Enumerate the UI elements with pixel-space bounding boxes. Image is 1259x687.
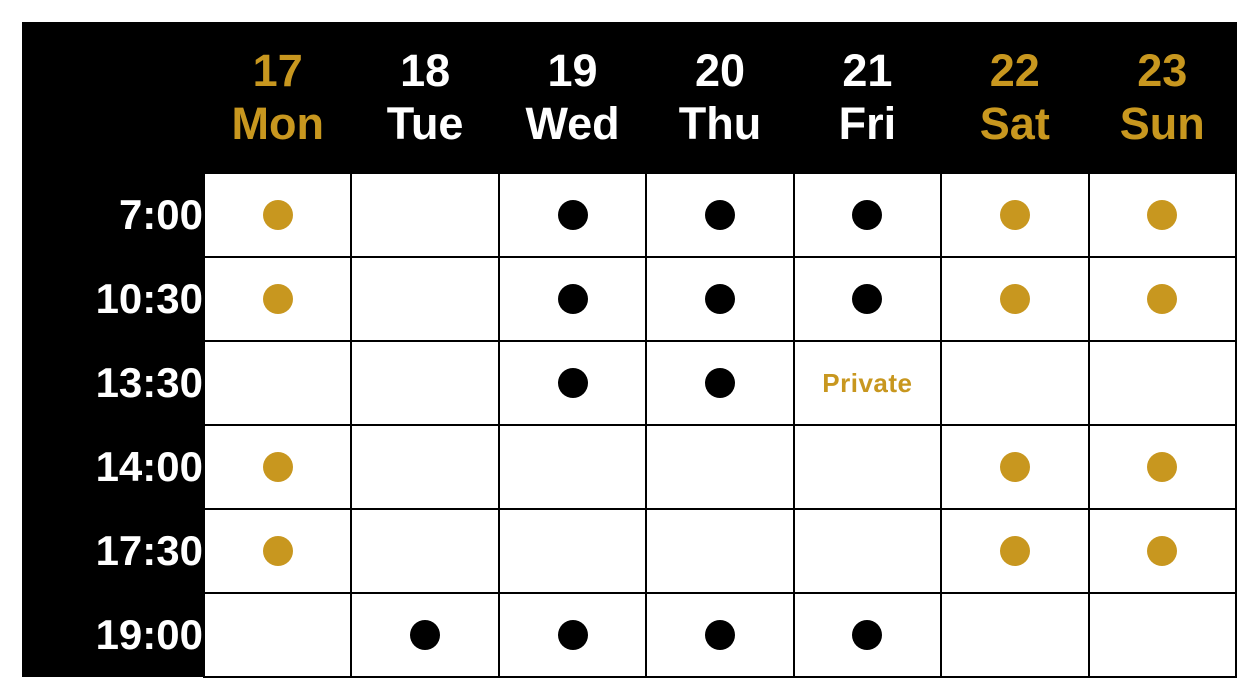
day-number: 22 (989, 44, 1040, 96)
slot-wed-1030[interactable] (499, 257, 646, 341)
day-number: 17 (252, 44, 303, 96)
slot-sun-1400[interactable] (1089, 425, 1236, 509)
slot-fri-1030[interactable] (794, 257, 941, 341)
slot-wed-1400[interactable] (499, 425, 646, 509)
class-dot (263, 200, 293, 230)
slot-tue-0700[interactable] (351, 173, 498, 257)
schedule-row (22, 257, 1236, 341)
time-label: 17:30 (22, 509, 204, 593)
slot-fri-1330[interactable] (794, 341, 941, 425)
class-dot (558, 368, 588, 398)
slot-mon-1730[interactable] (204, 509, 351, 593)
slot-sat-1730[interactable] (941, 509, 1088, 593)
slot-sun-1330[interactable] (1089, 341, 1236, 425)
class-dot (558, 284, 588, 314)
slot-fri-0700[interactable] (794, 173, 941, 257)
day-header-thu (646, 22, 793, 173)
day-header-wed (499, 22, 646, 173)
class-dot (1147, 452, 1177, 482)
day-header-fri (794, 22, 941, 173)
class-dot (410, 620, 440, 650)
slot-label-private: Private (822, 367, 913, 398)
slot-wed-1730[interactable] (499, 509, 646, 593)
class-dot (1000, 452, 1030, 482)
day-header-sat (941, 22, 1088, 173)
schedule-row (22, 425, 1236, 509)
class-dot (705, 284, 735, 314)
time-label: 10:30 (22, 257, 204, 341)
slot-sun-0700[interactable] (1089, 173, 1236, 257)
slot-mon-1900[interactable] (204, 593, 351, 677)
slot-thu-1030[interactable] (646, 257, 793, 341)
day-name: Thu (678, 98, 762, 149)
day-name: Fri (838, 98, 897, 149)
slot-mon-1400[interactable] (204, 425, 351, 509)
class-dot (1147, 536, 1177, 566)
class-dot (1000, 536, 1030, 566)
slot-sun-1900[interactable] (1089, 593, 1236, 677)
slot-sat-1330[interactable] (941, 341, 1088, 425)
schedule-row (22, 509, 1236, 593)
class-dot (852, 620, 882, 650)
day-name: Tue (386, 98, 464, 149)
weekly-schedule (22, 22, 1237, 667)
slot-sat-1900[interactable] (941, 593, 1088, 677)
slot-tue-1900[interactable] (351, 593, 498, 677)
slot-tue-1030[interactable] (351, 257, 498, 341)
class-dot (1000, 200, 1030, 230)
class-dot (852, 284, 882, 314)
class-dot (558, 620, 588, 650)
slot-wed-0700[interactable] (499, 173, 646, 257)
header-corner (22, 22, 204, 173)
schedule-header (22, 22, 1236, 173)
class-dot (1147, 200, 1177, 230)
slot-tue-1400[interactable] (351, 425, 498, 509)
day-number: 20 (694, 44, 745, 96)
class-dot (705, 200, 735, 230)
class-dot (705, 620, 735, 650)
day-header-sun (1089, 22, 1236, 173)
class-dot (558, 200, 588, 230)
slot-thu-0700[interactable] (646, 173, 793, 257)
class-dot (1147, 284, 1177, 314)
slot-wed-1900[interactable] (499, 593, 646, 677)
slot-mon-1330[interactable] (204, 341, 351, 425)
class-dot (263, 536, 293, 566)
day-name: Sat (979, 98, 1050, 149)
schedule-row (22, 341, 1236, 425)
class-dot (263, 452, 293, 482)
time-label: 7:00 (22, 173, 204, 257)
day-name: Sun (1119, 98, 1205, 149)
day-header-mon (204, 22, 351, 173)
class-dot (263, 284, 293, 314)
time-label: 14:00 (22, 425, 204, 509)
day-number: 18 (400, 44, 451, 96)
slot-wed-1330[interactable] (499, 341, 646, 425)
day-number: 23 (1137, 44, 1188, 96)
day-name: Wed (525, 98, 620, 149)
slot-sat-0700[interactable] (941, 173, 1088, 257)
schedule-table (22, 22, 1237, 678)
slot-tue-1730[interactable] (351, 509, 498, 593)
slot-thu-1400[interactable] (646, 425, 793, 509)
time-label: 19:00 (22, 593, 204, 677)
slot-mon-1030[interactable] (204, 257, 351, 341)
slot-sun-1730[interactable] (1089, 509, 1236, 593)
slot-fri-1730[interactable] (794, 509, 941, 593)
slot-mon-0700[interactable] (204, 173, 351, 257)
schedule-row (22, 593, 1236, 677)
schedule-row (22, 173, 1236, 257)
header-row (22, 22, 1236, 173)
slot-fri-1900[interactable] (794, 593, 941, 677)
time-label: 13:30 (22, 341, 204, 425)
slot-thu-1330[interactable] (646, 341, 793, 425)
day-name: Mon (231, 98, 324, 149)
slot-thu-1730[interactable] (646, 509, 793, 593)
day-number: 21 (842, 44, 893, 96)
schedule-body (22, 173, 1236, 677)
slot-sun-1030[interactable] (1089, 257, 1236, 341)
class-dot (705, 368, 735, 398)
slot-sat-1030[interactable] (941, 257, 1088, 341)
slot-tue-1330[interactable] (351, 341, 498, 425)
slot-fri-1400[interactable] (794, 425, 941, 509)
slot-thu-1900[interactable] (646, 593, 793, 677)
day-number: 19 (547, 44, 598, 96)
day-header-tue (351, 22, 498, 173)
class-dot (852, 200, 882, 230)
slot-sat-1400[interactable] (941, 425, 1088, 509)
class-dot (1000, 284, 1030, 314)
